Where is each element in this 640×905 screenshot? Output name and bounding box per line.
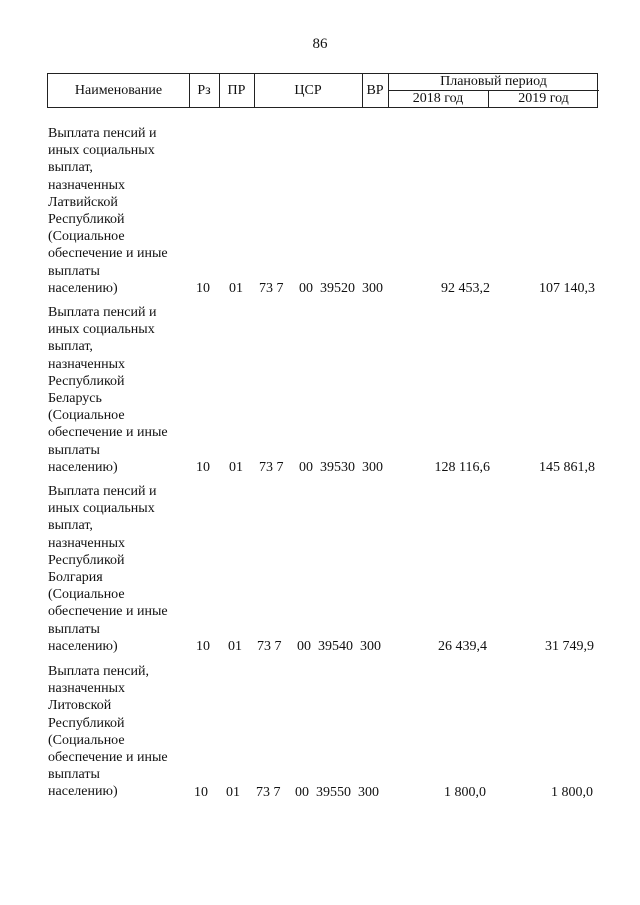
row-csr-2: 00	[297, 639, 311, 654]
row-value-2018: 92 453,2	[441, 281, 490, 296]
table-row	[0, 125, 640, 300]
row-name: Выплата пенсий и иных социальных выплат, назначенных Республикой Болгария (Социальное обеспечение и иные выплаты населению)	[48, 484, 168, 654]
row-pr: 01	[229, 281, 243, 296]
header-pr: ПР	[227, 82, 246, 98]
header-vr: ВР	[366, 82, 384, 98]
row-vr: 300	[360, 639, 381, 654]
row-value-2019: 145 861,8	[539, 460, 595, 475]
row-rz: 10	[196, 460, 210, 475]
header-planned-period: Плановый период	[440, 74, 547, 89]
row-pr: 01	[228, 639, 242, 654]
row-csr-1: 73 7	[259, 281, 284, 296]
page-number: 86	[312, 36, 328, 52]
row-value-2019: 1 800,0	[551, 785, 593, 800]
row-rz: 10	[196, 639, 210, 654]
row-csr-3: 39520	[320, 281, 355, 296]
header-csr: ЦСР	[294, 82, 322, 98]
row-name: Выплата пенсий, назначенных Литовской Республикой (Социальное обеспечение и иные выплаты населению)	[48, 664, 168, 800]
row-rz: 10	[194, 785, 208, 800]
row-rz: 10	[196, 281, 210, 296]
row-csr-3: 39540	[318, 639, 353, 654]
header-year-2018: 2018 год	[412, 91, 464, 106]
table-row	[0, 304, 640, 479]
row-vr: 300	[358, 785, 379, 800]
row-csr-2: 00	[295, 785, 309, 800]
header-rz: Рз	[197, 82, 211, 98]
row-pr: 01	[229, 460, 243, 475]
row-csr-1: 73 7	[259, 460, 284, 475]
row-value-2018: 1 800,0	[444, 785, 486, 800]
row-csr-2: 00	[299, 460, 313, 475]
header-name: Наименование	[74, 82, 163, 98]
table-header	[47, 73, 598, 108]
row-value-2019: 31 749,9	[545, 639, 594, 654]
row-csr-2: 00	[299, 281, 313, 296]
row-csr-1: 73 7	[256, 785, 281, 800]
row-name: Выплата пенсий и иных социальных выплат, назначенных Латвийской Республикой (Социальное обеспечение и иные выплаты населению)	[48, 126, 168, 296]
row-value-2019: 107 140,3	[539, 281, 595, 296]
row-pr: 01	[226, 785, 240, 800]
header-year-2019: 2019 год	[518, 91, 569, 106]
row-vr: 300	[362, 460, 383, 475]
table-row	[0, 663, 640, 803]
row-value-2018: 128 116,6	[434, 460, 490, 475]
row-name: Выплата пенсий и иных социальных выплат, назначенных Республикой Беларусь (Социальное обеспечение и иные выплаты населению)	[48, 305, 168, 475]
table-row	[0, 483, 640, 658]
row-csr-1: 73 7	[257, 639, 282, 654]
row-csr-3: 39550	[316, 785, 351, 800]
row-value-2018: 26 439,4	[438, 639, 487, 654]
row-csr-3: 39530	[320, 460, 355, 475]
row-vr: 300	[362, 281, 383, 296]
